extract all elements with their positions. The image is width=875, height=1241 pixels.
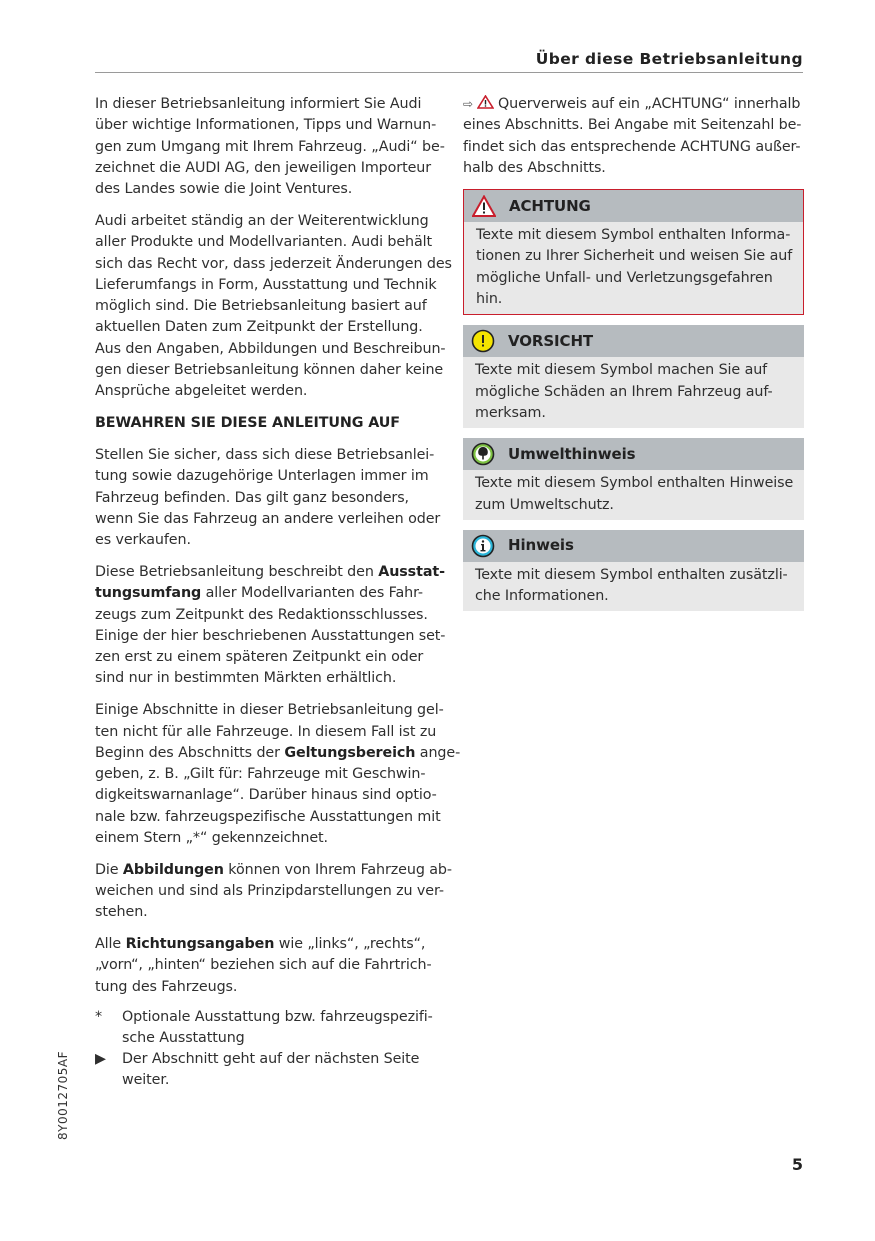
text-line [95,977,445,998]
text-line [95,115,445,136]
text-line [463,158,804,179]
arrow-right-icon: ⇨ [463,97,473,111]
text-line [95,530,445,551]
warning-triangle-icon [472,195,509,217]
text-segment: Die [95,861,123,878]
text-segment: aller Modellvarianten des Fahr- [201,585,423,602]
text-line [463,94,804,115]
bold-text: BEWAHREN SIE DIESE ANLEITUNG AUF [95,415,400,432]
text-line [95,232,445,253]
paragraph [95,934,445,998]
text-line [95,137,445,158]
paragraph [95,700,461,849]
text-line [95,700,445,721]
text-line [463,137,804,158]
text-segment: In dieser Betriebsanleitung informiert Sie Audi [95,96,422,112]
text-segment: ange- [415,744,461,761]
text-line [95,647,445,668]
notice-box-umwelthinweis [463,438,804,520]
text-segment: Aus den Angaben, Abbildungen und Beschreibun- [95,340,446,357]
text-line [95,445,445,466]
text-line [95,339,445,360]
text-line: Texte mit diesem Symbol machen Sie auf [475,362,768,379]
text-segment: wie „links“, „rechts“, [274,936,426,953]
text-line: merksam. [475,404,546,421]
paragraph [95,562,445,690]
text-line [95,254,452,275]
text-line: Texte mit diesem Symbol enthalten Hinweise [475,475,794,492]
text-segment: geben, z. B. „Gilt für: Fahrzeuge mit Geschwin- [95,766,426,783]
text-segment: Diese Betriebsanleitung beschreibt den [95,563,379,580]
text-line: Texte mit diesem Symbol enthalten Informa- [476,227,791,244]
text-line [95,317,445,338]
text-segment: weichen und sind als Prinzipdarstellungen zu ver- [95,883,444,900]
warning-triangle-icon [473,96,498,112]
notice-box-title: Hinweis [508,536,574,555]
page-number: 5 [791,1155,803,1174]
text-line [95,211,445,232]
text-segment: Querverweis auf ein „ACHTUNG“ innerhalb [497,96,801,112]
bold-text: Geltungsbereich [284,744,416,761]
text-line [95,94,445,115]
text-line: tionen zu Ihrer Sicherheit und weisen Sie auf [476,248,793,265]
text-segment: möglich sind. Die Betriebsanleitung basiert auf [95,298,427,315]
notice-box-header [464,190,803,222]
crossref-paragraph [463,94,804,179]
asterisk-icon: * [95,1008,103,1025]
text-segment: Alle [95,936,126,953]
environment-tree-icon [471,442,508,466]
text-line: weiter. [122,1072,170,1089]
text-segment: Ansprüche abgeleitet werden. [95,383,308,400]
text-segment: gen zum Umgang mit Ihrem Fahrzeug. „Audi“ be- [95,138,445,155]
paragraph [95,211,452,403]
paragraph [95,860,452,924]
text-segment: tung sowie dazugehörige Unterlagen immer im [95,468,429,485]
text-line: mögliche Unfall- und Verletzungsgefahren [476,269,773,286]
section-heading [95,413,445,434]
text-segment: können von Ihrem Fahrzeug ab- [223,861,452,878]
section-header: Über diese Betriebsanleitung [95,50,803,73]
text-line [95,509,445,530]
text-segment: Lieferumfangs in Form, Ausstattung und Technik [95,276,437,293]
text-segment: Einige Abschnitte in dieser Betriebsanleitung gel- [95,702,444,719]
notice-box-body [463,357,804,428]
left-column [95,94,461,1092]
text-line [95,668,445,689]
text-line [95,296,445,317]
triangle-right-icon: ▶ [95,1051,106,1068]
text-segment: Audi arbeitet ständig an der Weiterentwicklung [95,212,429,229]
text-segment: aktuellen Daten zum Zeitpunkt der Erstellung. [95,319,423,336]
notice-box-body [464,222,803,314]
bold-text: tungsumfang [95,585,202,602]
text-line: hin. [476,291,503,308]
paragraph [95,94,445,200]
text-segment: zeichnet die AUDI AG, den jeweiligen Importeur [95,159,432,176]
notice-box-title: VORSICHT [508,331,594,350]
text-line [95,902,445,923]
text-line [95,881,445,902]
text-segment: stehen. [95,904,148,921]
info-icon [471,534,508,558]
text-segment: „vorn“, „hinten“ beziehen sich auf die Fahrtrich- [95,957,432,974]
text-segment: halb des Abschnitts. [463,159,606,176]
text-segment: über wichtige Informationen, Tipps und Warnun- [95,117,437,134]
text-segment: digkeitswarnanlage“. Darüber hinaus sind optio- [95,787,437,804]
notice-box-title: ACHTUNG [509,196,591,215]
text-line [95,860,452,881]
text-segment: ten nicht für alle Fahrzeuge. In diesem Fall ist zu [95,723,437,740]
notice-box-header [463,438,804,470]
text-line [95,955,445,976]
notice-box-title: Umwelthinweis [508,444,636,463]
symbol-legend [95,1007,445,1092]
text-line [95,807,445,828]
text-segment: zeugs zum Zeitpunkt des Redaktionsschlusses. [95,606,428,623]
text-segment: wenn Sie das Fahrzeug an andere verleihen oder [95,510,441,527]
text-segment: Stellen Sie sicher, dass sich diese Betriebsanlei- [95,446,435,463]
text-line [95,743,461,764]
text-line: che Informationen. [475,588,609,605]
text-line: Texte mit diesem Symbol enthalten zusätzli- [475,566,788,583]
text-line [95,275,445,296]
text-line [95,583,445,604]
text-segment: aller Produkte und Modellvarianten. Audi behält [95,234,433,251]
text-line [95,626,445,647]
text-segment: nale bzw. fahrzeugspezifische Ausstattungen mit [95,808,441,825]
notice-box-vorsicht [463,325,804,428]
notice-box-achtung [463,189,804,315]
text-segment: des Landes sowie die Joint Ventures. [95,181,353,198]
text-line [95,413,445,434]
text-line [95,828,445,849]
text-segment: Fahrzeug befinden. Das gilt ganz besonders, [95,489,410,506]
text-line [95,764,445,785]
text-segment: zen erst zu einem späteren Zeitpunkt ein oder [95,649,424,666]
text-line: mögliche Schäden an Ihrem Fahrzeug auf- [475,383,773,400]
text-segment: sind nur in bestimmten Märkten erhältlich. [95,670,397,687]
text-segment: Einige der hier beschriebenen Ausstattungen set- [95,627,446,644]
paragraph [95,445,445,551]
text-line [95,562,445,583]
legend-item [95,1007,445,1050]
text-line [95,605,445,626]
text-line [95,466,445,487]
text-segment: es verkaufen. [95,532,191,549]
text-line: Der Abschnitt geht auf der nächsten Seite [122,1051,420,1068]
text-line [95,934,445,955]
notice-box-header [463,325,804,357]
notice-box-body [463,562,804,612]
text-line: zum Umweltschutz. [475,496,614,513]
legend-item [95,1049,445,1092]
text-line [95,179,445,200]
text-segment: tung des Fahrzeugs. [95,978,238,995]
text-segment: einem Stern „*“ gekennzeichnet. [95,830,328,846]
text-line [95,488,445,509]
notice-box-header [463,530,804,562]
text-line [95,360,445,381]
text-segment: gen dieser Betriebsanleitung können daher keine [95,362,444,379]
right-column [463,94,804,621]
text-line [95,722,445,743]
notice-box-body [463,470,804,520]
bold-text: Richtungsangaben [125,936,275,953]
text-segment: findet sich das entsprechende ACHTUNG außer- [463,138,801,155]
text-line [95,158,445,179]
text-line [95,381,445,402]
caution-exclamation-icon [471,329,508,353]
text-segment: sich das Recht vor, dass jederzeit Änderungen des [95,255,452,272]
text-line [95,785,445,806]
document-code: 8Y0012705AF [56,1050,70,1140]
notice-box-hinweis [463,530,804,612]
text-segment: Beginn des Abschnitts der [95,744,285,761]
bold-text: Abbildungen [122,861,224,878]
bold-text: Ausstat- [378,563,445,580]
text-line: sche Ausstattung [122,1029,245,1046]
text-line: Optionale Ausstattung bzw. fahrzeugspezifi- [122,1008,433,1025]
text-line [463,115,804,136]
text-segment: eines Abschnitts. Bei Angabe mit Seitenzahl be- [463,117,802,134]
